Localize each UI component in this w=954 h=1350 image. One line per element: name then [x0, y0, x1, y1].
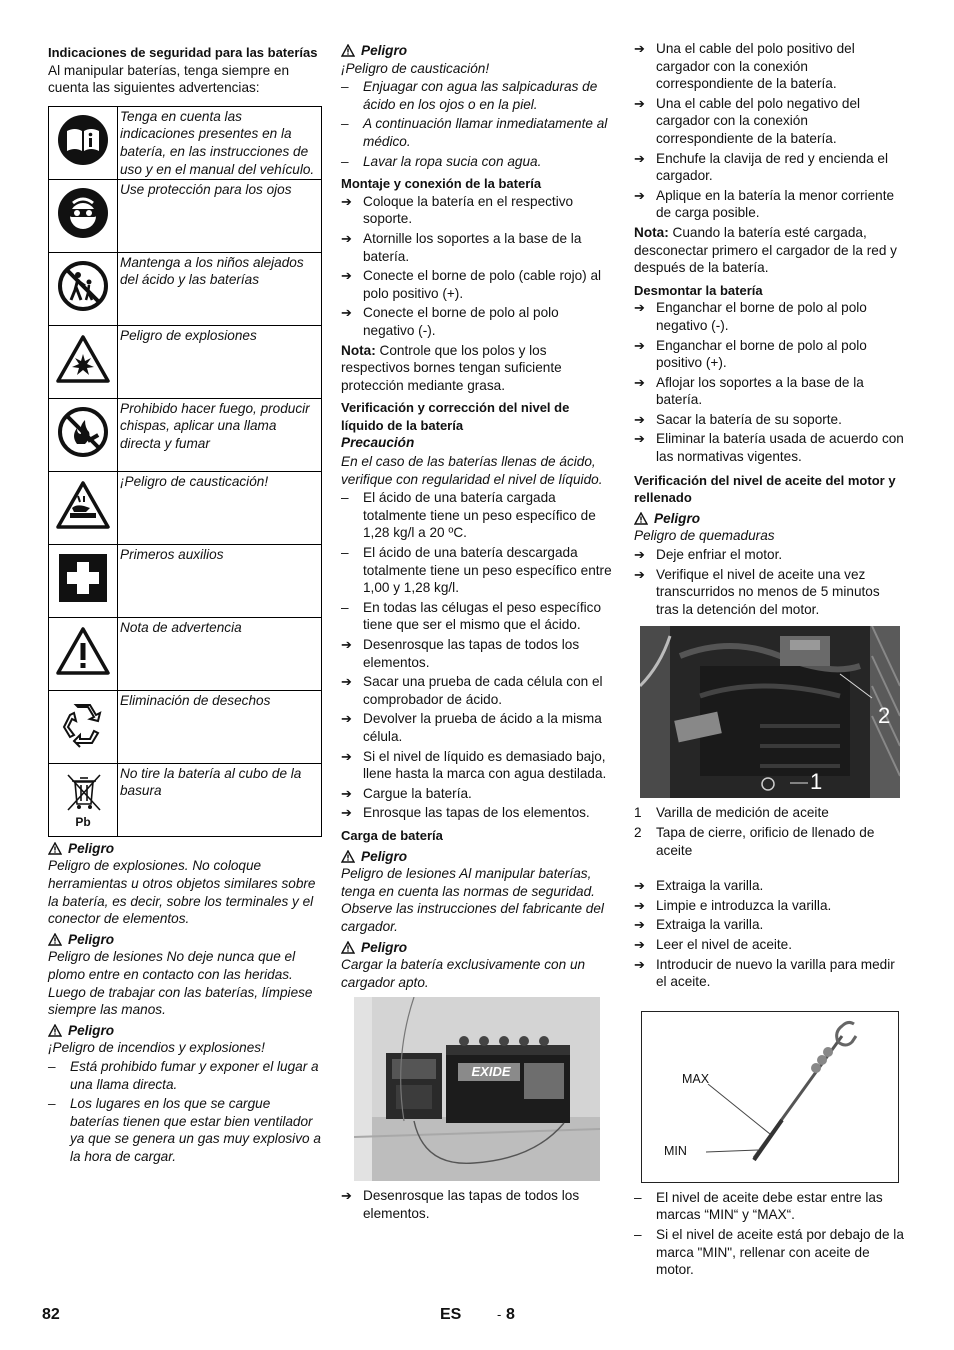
section-title-aceite: Verificación del nivel de aceite del motor y rellenado [634, 472, 896, 506]
arrow-right-icon: ➔ [341, 637, 352, 652]
list-item: – A continuación llamar inmediatamente al médico. [341, 116, 608, 149]
list-item: – Si el nivel de aceite está por debajo de la marca "MIN", rellenar con aceite de motor. [634, 1226, 904, 1278]
symbol-row [49, 544, 322, 617]
step-item: ➔ Enrosque las tapas de los elementos. [341, 805, 590, 821]
list-item: – En todas las célugas el peso específico tiene que ser el mismo que el ácido. [341, 599, 602, 633]
symbol-text: Mantenga a los niños alejados del ácido y las baterías [118, 252, 322, 325]
arrow-right-icon: ➔ [634, 187, 645, 203]
battery-brand-label: EXIDE [471, 1064, 511, 1080]
burn-warning-text: Peligro de quemaduras [634, 528, 775, 544]
pb-label: Pb [75, 815, 91, 830]
symbol-row [49, 252, 322, 325]
danger-label: Peligro [654, 510, 701, 526]
arrow-right-icon: ➔ [634, 897, 645, 913]
eye-protection-icon [49, 179, 118, 252]
symbol-text: ¡Peligro de causticación! [118, 471, 322, 544]
arrow-right-icon: ➔ [634, 547, 645, 563]
danger-label: Peligro [361, 939, 408, 955]
step-item: ➔ Devolver la prueba de ácido a la misma célula. [341, 711, 602, 744]
danger-label: Peligro [68, 931, 115, 947]
step-item: ➔ Sacar una prueba de cada célula con el comprobador de ácido. [341, 674, 603, 707]
arrow-right-icon: ➔ [634, 337, 645, 353]
recycle-icon [49, 690, 118, 763]
arrow-right-icon: ➔ [634, 41, 645, 56]
symbol-text: Primeros auxilios [118, 544, 322, 617]
step-item: ➔ Cargue la batería. [341, 785, 472, 801]
step-item: ➔ Conecte el borne de polo (cable rojo) al polo positivo (+). [341, 268, 602, 301]
section-title-verificacion: Verificación y corrección del nivel de líquido de la batería [341, 400, 570, 433]
no-fire-icon [49, 398, 118, 471]
charge-warning-text: Peligro de lesiones Al manipular baterías, tenga en cuenta las normas de seguridad. Observe las instrucciones del fabricante del cargador. [341, 866, 604, 934]
engine-photo [640, 626, 900, 798]
arrow-right-icon: ➔ [634, 300, 645, 316]
step-item: ➔ Enganchar el borne de polo al polo positivo (+). [634, 337, 867, 371]
arrow-right-icon: ➔ [341, 268, 352, 284]
dipstick-diagram [641, 1011, 899, 1183]
step-item: ➔ Extraiga la varilla. [634, 878, 764, 894]
section-title-safety: Indicaciones de seguridad para las baterías [48, 45, 318, 60]
arrow-right-icon: ➔ [341, 1188, 352, 1204]
note-paragraph: Nota: Controle que los polos y los respectivos bornes tengan suficiente protección mediante grasa. [341, 342, 562, 393]
danger-heading [48, 931, 322, 949]
arrow-right-icon: ➔ [634, 566, 645, 582]
symbol-text: No tire la batería al cubo de la basura [118, 763, 322, 836]
danger-triangle-icon [48, 842, 62, 855]
callout-number-2: 2 [878, 703, 891, 729]
step-item: ➔ Una el cable del polo negativo del cargador con la conexión correspondiente de la batería. [634, 95, 861, 146]
manual-info-icon [49, 106, 118, 179]
arrow-right-icon: ➔ [341, 193, 352, 209]
symbol-row [49, 179, 322, 252]
column-middle [341, 40, 613, 1224]
step-item: ➔ Una el cable del polo positivo del cargador con la conexión correspondiente de la batería. [634, 41, 855, 92]
warning-fire-text: ¡Peligro de incendios y explosiones! [48, 1040, 265, 1056]
step-item: ➔ Leer el nivel de aceite. [634, 936, 793, 952]
danger-heading [634, 510, 906, 528]
danger-heading [48, 1022, 322, 1040]
arrow-right-icon: ➔ [634, 936, 645, 952]
first-aid-icon [49, 544, 118, 617]
arrow-right-icon: ➔ [634, 374, 645, 390]
callout-item: 1 Varilla de medición de aceite [634, 805, 829, 821]
arrow-right-icon: ➔ [634, 411, 645, 427]
arrow-right-icon: ➔ [341, 305, 352, 321]
step-item: ➔ Si el nivel de líquido es demasiado bajo, llene hasta la marca con agua destilada. [341, 748, 607, 782]
list-item: – El nivel de aceite debe estar entre las marcas “MIN“ y “MAX“. [634, 1189, 883, 1223]
corrosive-icon [49, 471, 118, 544]
arrow-right-icon: ➔ [341, 805, 352, 821]
warning-injury-text: Peligro de lesiones No deje nunca que el plomo entre en contacto con las heridas. Luego de trabajar con las baterías, límpiese siempre las manos. [48, 949, 313, 1018]
arrow-right-icon: ➔ [634, 956, 645, 972]
symbol-text: Peligro de explosiones [118, 325, 322, 398]
danger-label: Peligro [361, 43, 408, 58]
language-code: ES [440, 1306, 462, 1323]
column-left [48, 40, 322, 1167]
step-item: ➔ Desenrosque las tapas de todos los elementos. [341, 637, 580, 670]
danger-heading [48, 840, 322, 858]
step-item: ➔ Conecte el borne de polo al polo negativo (-). [341, 305, 559, 338]
step-item: ➔ Aplique en la batería la menor corriente de carga posible. [634, 187, 895, 221]
note-paragraph: Nota: Cuando la batería esté cargada, desconectar primero el cargador de la red y después de la batería. [634, 224, 897, 276]
danger-triangle-icon [634, 512, 648, 525]
step-item: ➔ Verifique el nivel de aceite una vez transcurridos no menos de 5 minutos tras la detención del motor. [634, 566, 880, 617]
list-item: – Los lugares en los que se cargue baterías tienen que estar bien ventilador ya que se genera un gas muy explosivo a la hora de cargar. [48, 1096, 321, 1164]
step-item: ➔ Eliminar la batería usada de acuerdo con las normativas vigentes. [634, 431, 904, 465]
danger-heading [341, 939, 613, 957]
symbol-row [49, 690, 322, 763]
danger-triangle-icon [48, 1024, 62, 1037]
step-item: ➔ Enchufe la clavija de red y encienda el cargador. [634, 150, 888, 184]
arrow-right-icon: ➔ [341, 711, 352, 727]
step-item: ➔ Limpie e introduzca la varilla. [634, 897, 832, 913]
step-item: ➔ Atornille los soportes a la base de la batería. [341, 230, 582, 264]
danger-triangle-icon [341, 850, 355, 863]
no-children-icon [49, 252, 118, 325]
battery-charger-photo [354, 997, 600, 1181]
warning-icon [49, 617, 118, 690]
page-number: 82 [42, 1306, 60, 1323]
warning-explosion-text: Peligro de explosiones. No coloque herramientas u otros objetos similares sobre la batería, es decir, sobre los terminales y el conector de elementos. [48, 858, 316, 927]
danger-triangle-icon [341, 44, 355, 57]
column-right [634, 40, 906, 1281]
caustic-text: ¡Peligro de causticación! [341, 60, 490, 76]
section-title-desmontar: Desmontar la batería [634, 282, 763, 298]
arrow-right-icon: ➔ [634, 431, 645, 447]
symbol-row [49, 325, 322, 398]
arrow-right-icon: ➔ [634, 150, 645, 166]
arrow-right-icon: ➔ [341, 230, 352, 246]
max-label: MAX [682, 1071, 710, 1086]
section-title-carga: Carga de batería [341, 827, 443, 843]
step-item: ➔ Coloque la batería en el respectivo soporte. [341, 193, 574, 227]
arrow-right-icon: ➔ [634, 878, 645, 894]
step-item: ➔ Desenrosque las tapas de todos los elementos. [341, 1188, 580, 1221]
arrow-right-icon: ➔ [634, 95, 645, 111]
list-item: – Está prohibido fumar y exponer el lugar a una llama directa. [48, 1058, 319, 1092]
danger-heading [341, 848, 613, 866]
arrow-right-icon: ➔ [634, 917, 645, 933]
explosion-icon [49, 325, 118, 398]
caution-heading: Precaución [341, 435, 415, 451]
danger-label: Peligro [68, 1022, 115, 1038]
charger-warning-text: Cargar la batería exclusivamente con un cargador apto. [341, 957, 586, 990]
step-item: ➔ Deje enfriar el motor. [634, 547, 783, 563]
danger-label: Peligro [361, 848, 408, 864]
step-item: ➔ Aflojar los soportes a la base de la batería. [634, 374, 864, 408]
intro-text: Al manipular baterías, tenga siempre en cuenta las siguientes advertencias: [48, 62, 290, 96]
step-item: ➔ Introducir de nuevo la varilla para medir el aceite. [634, 956, 895, 990]
list-item: – El ácido de una batería cargada totalmente tiene un peso específico de 1,28 kg/l a 20 ºC. [341, 490, 596, 541]
symbols-table [48, 106, 322, 837]
no-trash-bin-icon [49, 763, 118, 836]
symbol-row [49, 617, 322, 690]
list-item: – Enjuagar con agua las salpicaduras de ácido en los ojos o en la piel. [341, 79, 598, 112]
step-item: ➔ Enganchar el borne de polo al polo negativo (-). [634, 300, 867, 333]
symbol-row [49, 106, 322, 179]
arrow-right-icon: ➔ [341, 748, 352, 764]
symbol-text: Nota de advertencia [118, 617, 322, 690]
danger-heading [341, 42, 613, 60]
callout-item: 2 Tapa de cierre, orificio de llenado de aceite [634, 825, 875, 858]
symbol-text: Prohibido hacer fuego, producir chispas, aplicar una llama directa y fumar [118, 398, 322, 471]
list-item: – Lavar la ropa sucia con agua. [341, 153, 542, 169]
step-item: ➔ Extraiga la varilla. [634, 917, 764, 933]
arrow-right-icon: ➔ [341, 674, 352, 690]
list-item: – El ácido de una batería descargada totalmente tiene un peso específico entre 1,00 y 1,28 kg/l. [341, 545, 612, 596]
symbol-row [49, 398, 322, 471]
symbol-text: Use protección para los ojos [118, 179, 322, 252]
footer-dash: - [497, 1307, 502, 1322]
symbol-row [49, 471, 322, 544]
danger-triangle-icon [48, 933, 62, 946]
danger-label: Peligro [68, 840, 115, 856]
step-item: ➔ Sacar la batería de su soporte. [634, 411, 842, 427]
symbol-text: Eliminación de desechos [118, 690, 322, 763]
symbol-text: Tenga en cuenta las indicaciones presentes en la batería, en las instrucciones de uso y en el manual del vehículo. [118, 106, 322, 179]
caution-text: En el caso de las baterías llenas de ácido, verifique con regularidad el nivel de líquido. [341, 454, 603, 487]
danger-triangle-icon [341, 941, 355, 954]
arrow-right-icon: ➔ [341, 785, 352, 801]
section-title-montaje: Montaje y conexión de la batería [341, 176, 542, 192]
section-page-number: 8 [506, 1306, 515, 1323]
min-label: MIN [664, 1143, 687, 1158]
symbol-row [49, 763, 322, 836]
callout-number-1: 1 [810, 769, 823, 795]
